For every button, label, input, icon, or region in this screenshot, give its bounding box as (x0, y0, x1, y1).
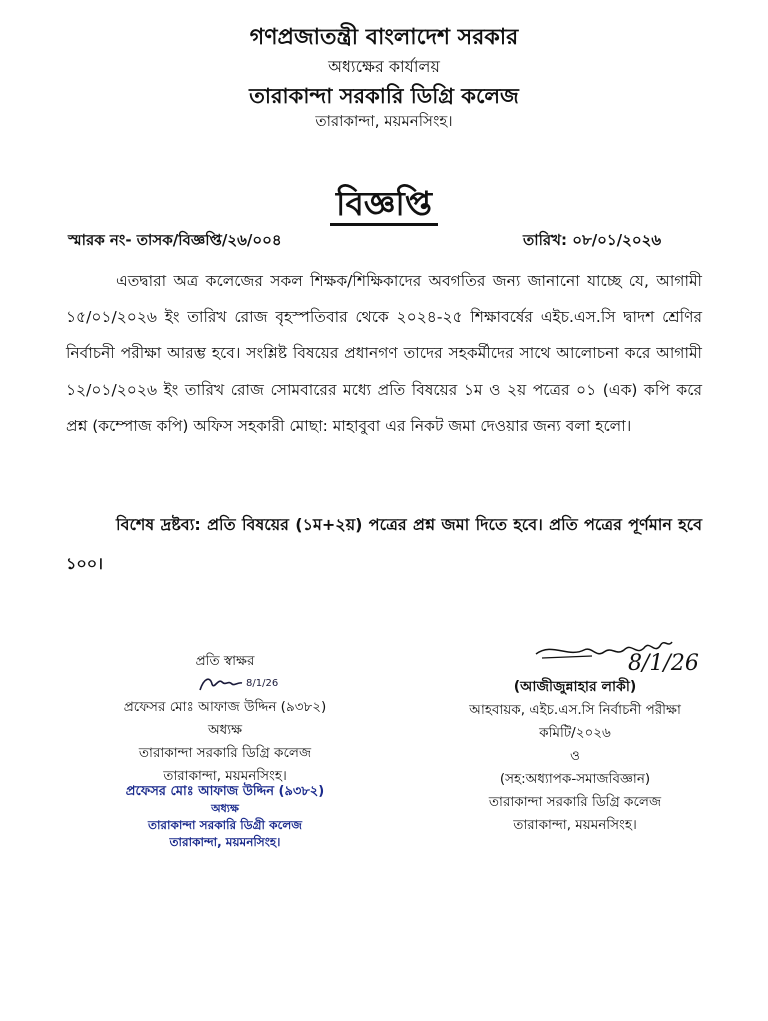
countersign-designation: অধ্যক্ষ (207, 722, 243, 738)
office-name: অধ্যক্ষের কার্যালয় (328, 57, 440, 76)
signatory-block (450, 676, 700, 837)
memo-number: স্মারক নং- তাসক/বিজ্ঞপ্তি/২৬/০০৪ (68, 231, 282, 249)
seal-college: তারাকান্দা সরকারি ডিগ্রী কলেজ (147, 818, 303, 832)
seal-designation: অধ্যক্ষ (211, 802, 239, 815)
notice-body: এতদ্বারা অত্র কলেজের সকল শিক্ষক/শিক্ষিকাদের অবগতির জন্য জানানো যাচ্ছে যে, আগামী ১৫/০১/২০২৬ ইং তারিখ রোজ বৃহস্পতিবার থেকে ২০২৪-২৫ শিক্ষাবর্ষের এইচ.এস.সি দ্বাদশ শ্রেণির নির্বাচনী পরীক্ষা আরম্ভ হবে। সংশ্লিষ্ট বিষয়ের প্রধানগণ তাদের সহকর্মীদের সাথে আলোচনা করে আগামী ১২/০১/২০২৬ ইং তারিখ রোজ সোমবারের মধ্যে প্রতি বিষয়ের ১ম ও ২য় পত্রের ০১ (এক) কপি করে প্রশ্ন (কম্পোজ কপি) অফিস সহকারী মোছা: মাহাবুবা এর নিকট জমা দেওয়ার জন্য বলা হলো। (66, 272, 702, 435)
government-title: গণপ্রজাতন্ত্রী বাংলাদেশ সরকার (249, 25, 519, 50)
college-address: তারাকান্দা, ময়মনসিংহ। (315, 112, 453, 130)
initial-date: 8/1/26 (246, 678, 279, 689)
signatory-role-2: কমিটি/২০২৬ (539, 725, 611, 741)
notice-title-wrap (0, 178, 768, 234)
countersign-college: তারাকান্দা সরকারি ডিগ্রি কলেজ (138, 745, 312, 761)
countersign-address: তারাকান্দা, ময়মনসিংহ। (163, 768, 287, 784)
principal-initial-signature (198, 672, 278, 696)
signatory-conjunction: ও (570, 748, 580, 764)
seal-name: প্রফেসর মোঃ আফাজ উদ্দিন (৯৩৮২) (125, 784, 325, 799)
seal-address: তারাকান্দা, ময়মনসিংহ। (169, 835, 281, 849)
notice-title: বিজ্ঞপ্তি (330, 184, 438, 226)
countersign-block (110, 650, 340, 788)
signatory-role-1: আহবায়ক, এইচ.এস.সি নির্বাচনী পরীক্ষা (469, 702, 681, 718)
countersign-name: প্রফেসর মোঃ আফাজ উদ্দিন (৯৩৮২) (123, 699, 327, 715)
convener-signature (532, 628, 732, 678)
signatory-post: (সহ:অধ্যাপক-সমাজবিজ্ঞান) (499, 771, 651, 787)
signatory-name: (আজীজুন্নাহার লাকী) (513, 679, 637, 695)
signatory-college: তারাকান্দা সরকারি ডিগ্রি কলেজ (488, 794, 662, 810)
signatory-address: তারাকান্দা, ময়মনসিংহ। (513, 817, 637, 833)
principal-seal (100, 783, 350, 851)
special-note: বিশেষ দ্রষ্টব্য: প্রতি বিষয়ের (১ম+২য়) পত্রের প্রশ্ন জমা দিতে হবে। প্রতি পত্রের পূর্ণমান হবে ১০০। (66, 515, 702, 573)
countersign-label: প্রতি স্বাক্ষর (195, 653, 255, 669)
signature-date: 8/1/26 (628, 651, 699, 676)
college-name: তারাকান্দা সরকারি ডিগ্রি কলেজ (249, 84, 519, 108)
notice-date: তারিখ: ০৮/০১/২০২৬ (523, 231, 662, 249)
